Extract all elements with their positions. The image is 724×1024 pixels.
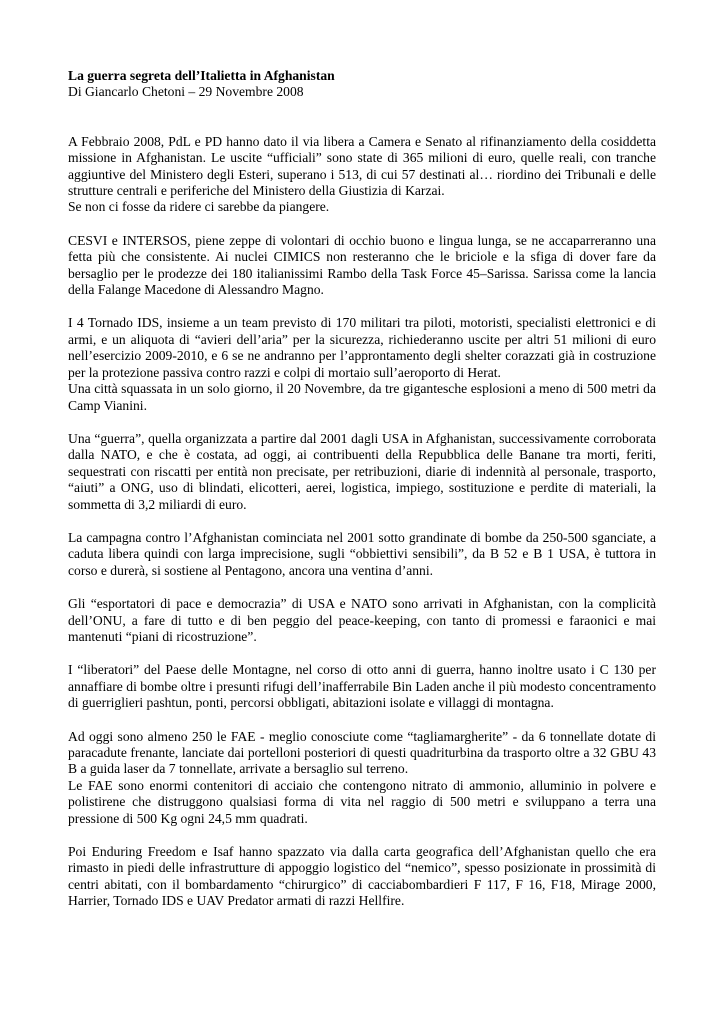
paragraph-8-continuation: Le FAE sono enormi contenitori di acciaio che contengono nitrato di ammonio, alluminio in polvere e polistirene che distruggono qualsiasi forma di vita nel raggio di 500 metri e sviluppano a terra una pressione di 500 Kg ogni 24,5 mm quadrati. (68, 777, 656, 826)
paragraph-6: Gli “esportatori di pace e democrazia” di USA e NATO sono arrivati in Afghanistan, con la complicità dell’ONU, a fare di tutto e di ben peggio del peace-keeping, con tanto di promessi e faraonici e mai mantenuti “piani di ricostruzione”. (68, 596, 656, 644)
paragraph-5: La campagna contro l’Afghanistan cominciata nel 2001 sotto grandinate di bombe da 250-500 sganciate, a caduta libera quindi con larga imprecisione, sugli “obbiettivi sensibili”, da B 52 e B 1 USA, è tuttora in corso e durerà, si sostiene al Pentagono, ancora una ventina d’anni. (68, 529, 656, 578)
paragraph-2: CESVI e INTERSOS, piene zeppe di volontari di occhio buono e lingua lunga, se ne accaparreranno una fetta più che consistente. Ai nuclei CIMICS non resteranno che le briciole e la sfiga di dover fare da bersaglio per le prodezze dei 180 italianissimi Rambo della Task Force 45–Sarissa. Sarissa come la lancia della Falange Macedone di Alessandro Magno. (68, 232, 656, 298)
paragraph-3: I 4 Tornado IDS, insieme a un team previsto di 170 militari tra piloti, motoristi, specialisti elettronici e di armi, e un aliquota di “avieri dell’aria” per la sicurezza, richiederanno uscite per altri 51 milioni di euro nell’esercizio 2009-2010, e 6 se ne andranno per l’approntamento degli shelter corazzati già in costruzione per la protezione passiva contro razzi e colpi di mortaio sull’aeroporto di Herat. (68, 315, 656, 380)
paragraph-8: Ad oggi sono almeno 250 le FAE - meglio conosciute come “tagliamargherite” - da 6 tonnellate dotate di paracadute frenante, lanciate dai portelloni posteriori di questi quadriturbina da trasporto oltre a 32 GBU 43 B a guida laser da 7 tonnellate, arrivate a bersaglio sul terreno. (68, 728, 656, 777)
article-byline: Di Giancarlo Chetoni – 29 Novembre 2008 (68, 84, 304, 100)
paragraph-9: Poi Enduring Freedom e Isaf hanno spazzato via dalla carta geografica dell’Afghanistan quello che era rimasto in piedi delle infrastrutture di appoggio logistico del “nemico”, spesso posizionate in prossimità di centri abitati, con il bombardamento “chirurgico” di cacciabombardieri F 117, F 16, F18, Mirage 2000, Harrier, Tornado IDS e UAV Predator armati di razzi Hellfire. (68, 844, 656, 909)
paragraph-1-continuation: Se non ci fosse da ridere ci sarebbe da piangere. (68, 199, 330, 215)
paragraph-4: Una “guerra”, quella organizzata a partire dal 2001 dagli USA in Afghanistan, successivamente corroborata dalla NATO, e che è costata, ad oggi, ai contribuenti della Repubblica delle Banane tra morti, feriti, sequestrati con riscatti per entità non precisate, per retribuzioni, diarie di indennità al personale, trasporto, “aiuti” a ONG, uso di blindati, elicotteri, aerei, logistica, impiego, sostituzione e perdite di materiali, la sommetta di 3,2 miliardi di euro. (68, 430, 656, 512)
article-title: La guerra segreta dell’Italietta in Afghanistan (68, 68, 335, 83)
paragraph-3-continuation: Una città squassata in un solo giorno, il 20 Novembre, da tre gigantesche esplosioni a meno di 500 metri da Camp Vianini. (68, 381, 656, 413)
paragraph-7: I “liberatori” del Paese delle Montagne, nel corso di otto anni di guerra, hanno inoltre usato i C 130 per annaffiare di bombe oltre i presunti rifugi dell’inafferrabile Bin Laden anche il più modesto concentramento di guerriglieri pashtun, ponti, percorsi obbligati, abitazioni isolate e villaggi di montagna. (68, 662, 656, 711)
document-page (68, 68, 656, 927)
paragraph-1: A Febbraio 2008, PdL e PD hanno dato il via libera a Camera e Senato al rifinanziamento della cosiddetta missione in Afghanistan. Le uscite “ufficiali” sono state di 365 milioni di euro, quelle reali, con tranche aggiuntive del Ministero degli Esteri, superano i 513, di cui 57 destinati al… riordino dei Tribunali e delle strutture centrali e periferiche del Ministero della Giustizia di Karzai. (68, 133, 656, 199)
